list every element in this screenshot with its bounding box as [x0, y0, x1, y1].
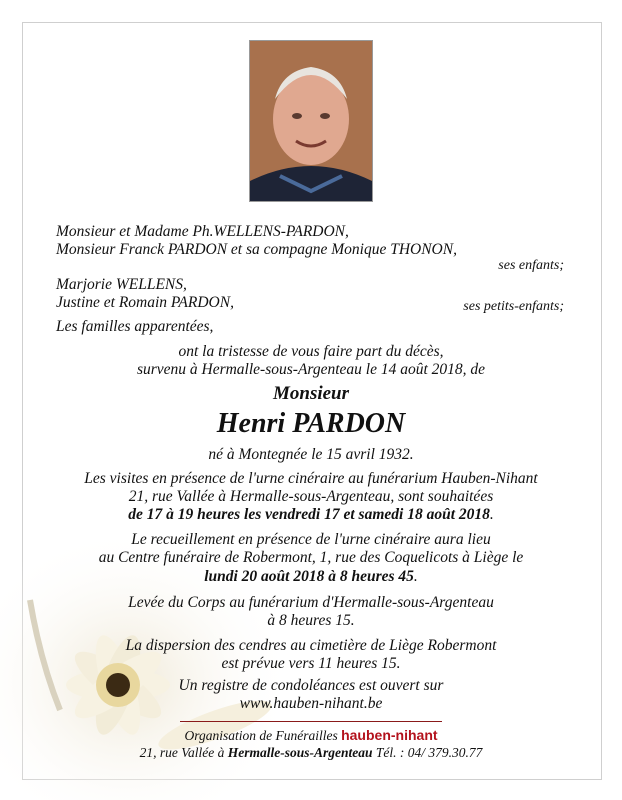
recueil-date: lundi 20 août 2018 à 8 heures 45 — [204, 568, 414, 585]
portrait-photo — [249, 40, 373, 202]
footer-org: Organisation de Funérailles — [184, 728, 338, 743]
relatives-line: Les familles apparentées, — [56, 318, 214, 335]
footer-divider — [180, 721, 442, 722]
brand-logo-text: hauben-nihant — [341, 727, 438, 743]
children-role: ses enfants; — [498, 258, 564, 273]
announcement-line-2: survenu à Hermalle-sous-Argenteau le 14 août 2018, de — [136, 361, 486, 378]
footer-address-pre: 21, rue Vallée à — [139, 745, 225, 760]
levee-line-1: Levée du Corps au funérarium d'Hermalle-sous-Argenteau — [128, 594, 494, 611]
visits-dates: de 17 à 19 heures les vendredi 17 et samedi 18 août 2018 — [128, 506, 490, 523]
footer-org-line — [0, 727, 622, 744]
grandchildren-role: ses petits-enfants; — [463, 299, 564, 314]
registre-line: Un registre de condoléances est ouvert sur — [178, 677, 444, 694]
footer-address-line — [0, 745, 622, 761]
recueil-line-2: au Centre funéraire de Robermont, 1, rue des Coquelicots à Liège le — [98, 549, 524, 566]
recueil-line-1: Le recueillement en présence de l'urne cinéraire aura lieu — [131, 531, 491, 548]
deceased-title: Monsieur — [272, 383, 350, 404]
grandchildren-line-1: Marjorie WELLENS, — [56, 276, 187, 293]
levee-line-2: à 8 heures 15. — [267, 612, 355, 629]
footer-phone: Tél. : 04/ 379.30.77 — [375, 745, 483, 760]
grandchildren-line-2: Justine et Romain PARDON, — [56, 294, 234, 311]
visits-dates-line: de 17 à 19 heures les vendredi 17 et samedi 18 août 2018. — [128, 506, 494, 523]
dispersion-line-1: La dispersion des cendres au cimetière de Liège Robermont — [125, 637, 497, 654]
visits-line-2: 21, rue Vallée à Hermalle-sous-Argenteau, sont souhaitées — [128, 488, 494, 505]
children-line-2: Monsieur Franck PARDON et sa compagne Monique THONON, — [56, 241, 457, 258]
footer-address-town: Hermalle-sous-Argenteau — [227, 745, 373, 760]
recueil-date-line: lundi 20 août 2018 à 8 heures 45. — [204, 568, 418, 585]
dispersion-line-2: est prévue vers 11 heures 15. — [221, 655, 401, 672]
visits-line-1: Les visites en présence de l'urne cinéraire au funérarium Hauben-Nihant — [84, 470, 538, 487]
deceased-name: Henri PARDON — [216, 408, 406, 439]
birth-line: né à Montegnée le 15 avril 1932. — [208, 446, 414, 463]
website-link[interactable]: www.hauben-nihant.be — [239, 695, 383, 712]
children-line-1: Monsieur et Madame Ph.WELLENS-PARDON, — [56, 223, 349, 240]
announcement-line-1: ont la tristesse de vous faire part du décès, — [178, 343, 444, 360]
